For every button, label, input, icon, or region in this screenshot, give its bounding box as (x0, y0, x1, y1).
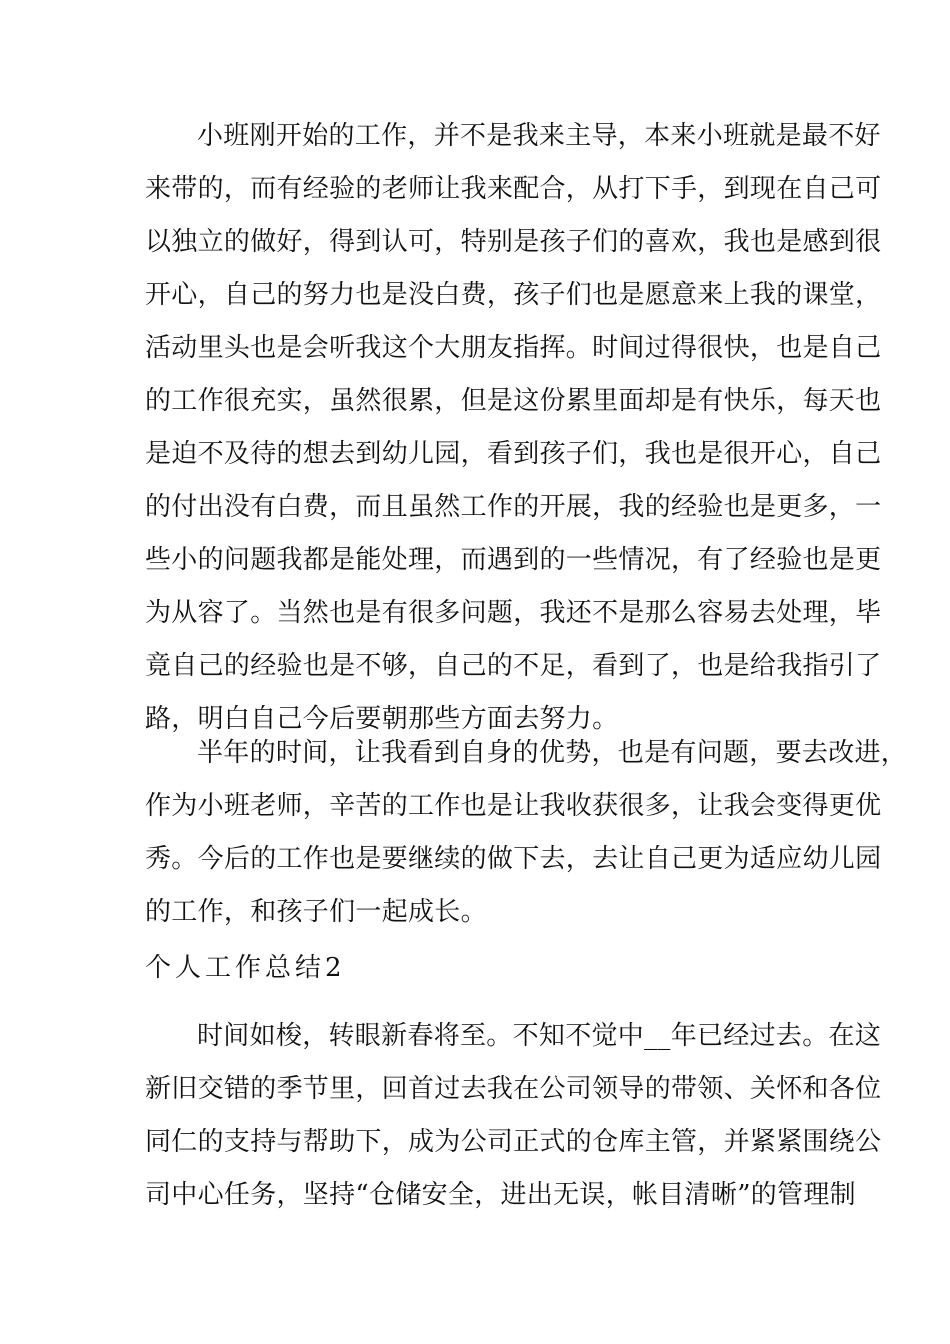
paragraph-2-line: 的工作，和孩子们一起成长。 (145, 897, 487, 927)
paragraph-1-line: 些小的问题我都是能处理，而遇到的一些情况，有了经验也是更 (145, 545, 882, 575)
paragraph-2-line: 半年的时间，让我看到自身的优势，也是有问题，要去改进， (197, 738, 908, 768)
paragraph-2 (145, 727, 908, 939)
section-heading: 个人工作总结2 (145, 953, 346, 983)
paragraph-1-line: 路，明白自己今后要朝那些方面去努力。 (145, 704, 619, 734)
paragraph-1-line: 的工作很充实，虽然很累，但是这份累里面却是有快乐，每天也 (145, 386, 882, 416)
paragraph-1-line: 开心，自己的努力也是没白费，孩子们也是愿意来上我的课堂， (145, 280, 882, 310)
paragraph-1-line: 是迫不及待的想去到幼儿园，看到孩子们，我也是很开心，自己 (145, 439, 882, 469)
paragraph-1-line: 竟自己的经验也是不够，自己的不足，看到了，也是给我指引了 (145, 651, 882, 681)
paragraph-1-line: 活动里头也是会听我这个大朋友指挥。时间过得很快，也是自己 (145, 333, 882, 363)
paragraph-3-line: 新旧交错的季节里，回首过去我在公司领导的带领、关怀和各位 (145, 1074, 882, 1104)
paragraph-1-line: 以独立的做好，得到认可，特别是孩子们的喜欢，我也是感到很 (145, 227, 882, 257)
paragraph-1 (145, 110, 882, 746)
paragraph-1-line: 的付出没有白费，而且虽然工作的开展，我的经验也是更多，一 (145, 492, 882, 522)
paragraph-3-line: 时间如梭，转眼新春将至。不知不觉中__年已经过去。在这 (197, 1021, 882, 1051)
paragraph-1-line: 为从容了。当然也是有很多问题，我还不是那么容易去处理，毕 (145, 598, 882, 628)
paragraph-1-line: 来带的，而有经验的老师让我来配合，从打下手，到现在自己可 (145, 174, 882, 204)
paragraph-3-line: 司中心任务，坚持“仓储安全，进出无误，帐目清晰”的管理制 (145, 1180, 856, 1210)
paragraph-1-line: 小班刚开始的工作，并不是我来主导，本来小班就是最不好 (197, 121, 881, 151)
paragraph-2-line: 秀。今后的工作也是要继续的做下去，去让自己更为适应幼儿园 (145, 844, 882, 874)
paragraph-2-line: 作为小班老师，辛苦的工作也是让我收获很多，让我会变得更优 (145, 791, 882, 821)
paragraph-3-line: 同仁的支持与帮助下，成为公司正式的仓库主管，并紧紧围绕公 (145, 1127, 882, 1157)
paragraph-3 (145, 1010, 882, 1222)
